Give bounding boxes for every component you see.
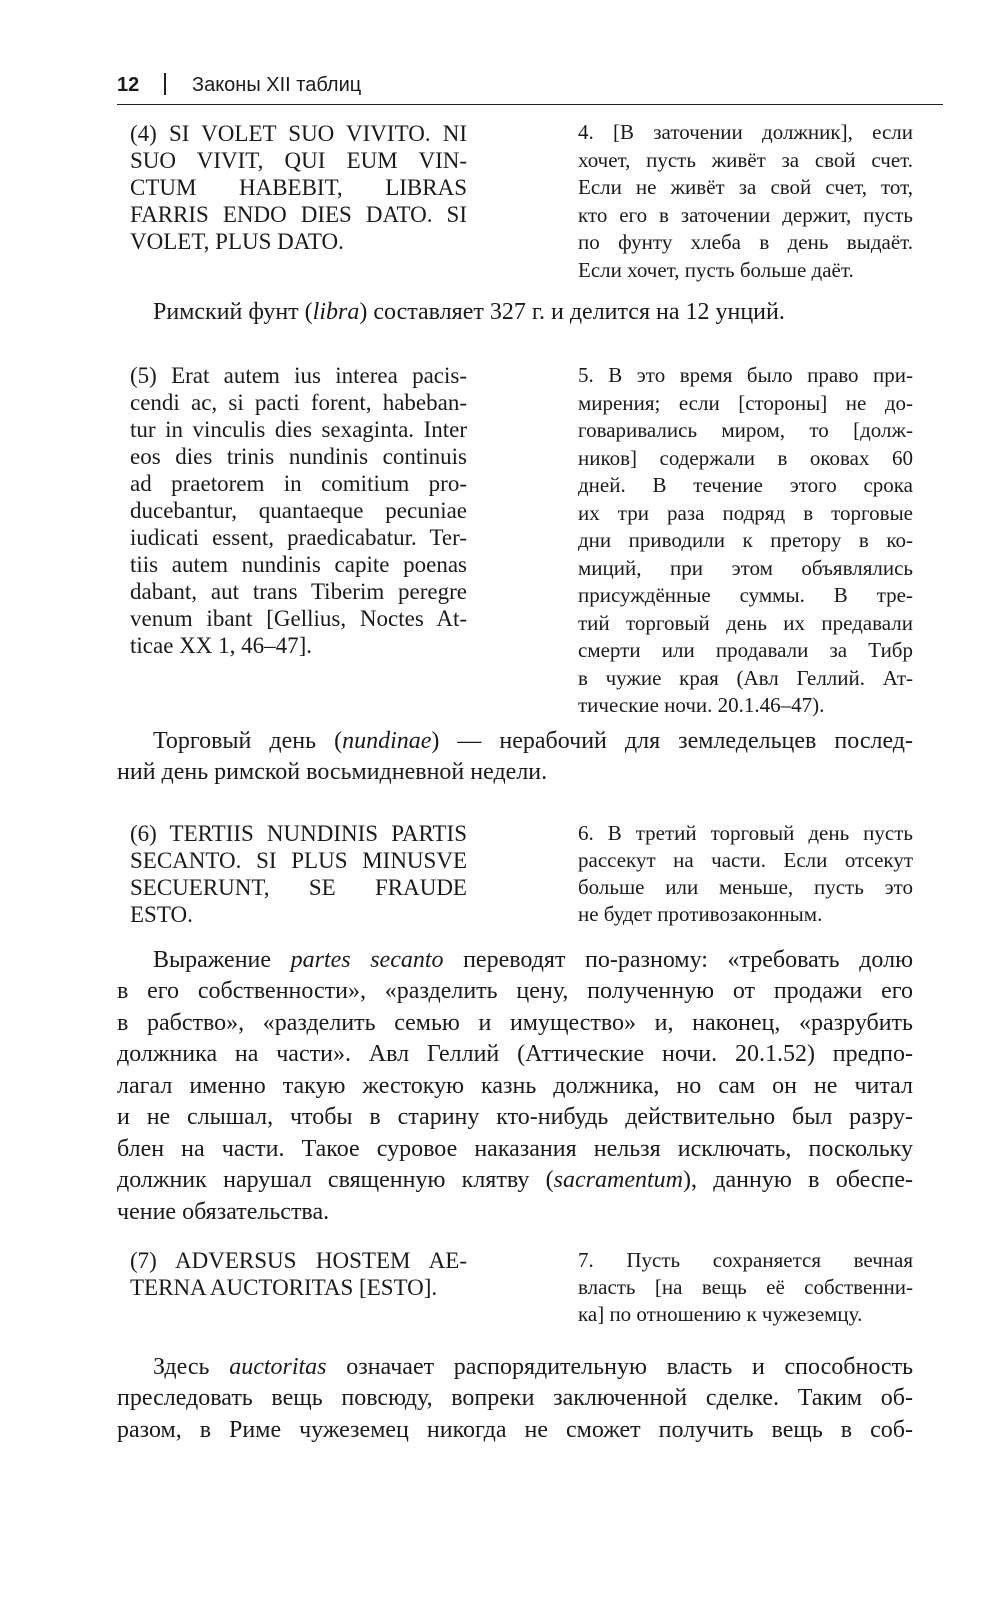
italic-term: sacramentum bbox=[553, 1167, 683, 1193]
text-line: рассекут на части. Если отсекут bbox=[578, 848, 913, 872]
note-5 bbox=[153, 726, 913, 758]
text-line: хочет, пусть живёт за свой счет. bbox=[578, 147, 913, 172]
text-line: FARRIS ENDO DIES DATO. SI bbox=[130, 202, 467, 227]
text-line: блен на части. Такое суровое наказания нельзя исключать, поскольку bbox=[117, 1135, 913, 1162]
text-line: (6) TERTIIS NUNDINIS PARTIS bbox=[130, 821, 467, 846]
note-6-first bbox=[153, 945, 913, 977]
text-line: iudicati essent, praedicabatur. Ter- bbox=[130, 525, 467, 550]
italic-term: partes secanto bbox=[290, 947, 444, 973]
text-line: Римский фунт (libra) составляет 327 г. и делится на 12 унций. bbox=[153, 299, 785, 325]
text-line: дней. В течение этого срока bbox=[578, 473, 913, 497]
text-line: ников] содержали в оковах 60 bbox=[578, 445, 913, 470]
text-line: SUO VIVIT, QUI EUM VIN- bbox=[130, 148, 467, 173]
text-line: Если не живёт за свой счет, тот, bbox=[578, 175, 913, 199]
text-line: 4. [В заточении должник], если bbox=[578, 120, 913, 144]
section-7-russian bbox=[578, 1247, 913, 1328]
text-line: 6. В третий торговый день пусть bbox=[578, 821, 913, 845]
text-line: dabant, aut trans Tiberim peregre bbox=[130, 579, 467, 604]
text-line: TERNA AUCTORITAS [ESTO]. bbox=[130, 1275, 438, 1300]
text-line: ESTO. bbox=[130, 902, 193, 927]
text-line: SECANTO. SI PLUS MINUSVE bbox=[130, 848, 467, 873]
text-line: разом, в Риме чужеземец никогда не сможет получить вещь в соб- bbox=[117, 1416, 913, 1443]
text-line: не будет противозаконным. bbox=[578, 902, 823, 926]
italic-term: nundinae bbox=[342, 728, 432, 754]
text-line: тические ночи. 20.1.46–47). bbox=[578, 693, 825, 717]
text-line: чение обязательства. bbox=[117, 1198, 330, 1225]
text-line: тий торговый день их предавали bbox=[578, 610, 913, 635]
text-line: должника на части». Авл Геллий (Аттические ночи. 20.1.52) предпо- bbox=[117, 1041, 913, 1067]
text-line: в его собственности», «разделить цену, полученную от продажи его bbox=[117, 978, 913, 1004]
note-5-cont bbox=[117, 757, 913, 789]
text-line: Здесь auctoritas означает распорядительную власть и способность bbox=[153, 1354, 914, 1380]
text-line: Выражение partes secanto переводят по-разному: «требовать долю bbox=[153, 947, 914, 973]
text-line: 7. Пусть сохраняется вечная bbox=[578, 1248, 913, 1272]
text-line: SECUERUNT, SE FRAUDE bbox=[130, 875, 467, 900]
text-line: в чужие края (Авл Геллий. Ат- bbox=[578, 665, 913, 690]
text-line: ticae XX 1, 46–47]. bbox=[130, 633, 313, 658]
note-6 bbox=[117, 976, 913, 1228]
section-5-latin bbox=[130, 362, 467, 659]
text-line: tur in vinculis dies sexaginta. Inter bbox=[130, 417, 467, 442]
text-line: по фунту хлеба в день выдаёт. bbox=[578, 230, 913, 254]
text-line: должник нарушал священную клятву (sacramentum), данную в обеспе- bbox=[117, 1167, 913, 1193]
text-line: смерти или продавали за Тибр bbox=[578, 638, 913, 662]
italic-term: libra bbox=[312, 299, 360, 325]
header-separator bbox=[164, 73, 166, 95]
text-line: миций, при этом объявлялись bbox=[578, 555, 913, 580]
text-line: дни приводили к претору в ко- bbox=[578, 528, 913, 552]
text-line: Торговый день (nundinae) — нерабочий для земледельцев послед- bbox=[153, 728, 913, 754]
text-line: cendi ac, si pacti forent, habeban- bbox=[130, 390, 467, 415]
text-line: и не слышал, чтобы в старину кто-нибудь действительно был разру- bbox=[117, 1104, 913, 1130]
running-head bbox=[117, 66, 943, 105]
section-7-latin bbox=[130, 1247, 467, 1301]
text-line: ний день римской восьмидневной недели. bbox=[117, 759, 548, 785]
text-line: мирения; если [стороны] не до- bbox=[578, 390, 913, 415]
text-line: в рабство», «разделить семью и имущество» и, наконец, «разрубить bbox=[117, 1009, 913, 1036]
text-line: 5. В это время было право при- bbox=[578, 363, 913, 387]
text-line: (4) SI VOLET SUO VIVITO. NI bbox=[130, 121, 467, 146]
text-line: их три раза подряд в торговые bbox=[578, 500, 913, 525]
text-line: CTUM HABEBIT, LIBRAS bbox=[130, 175, 467, 200]
note-4 bbox=[153, 297, 913, 329]
text-line: говаривались миром, то [долж- bbox=[578, 418, 913, 442]
section-6-russian bbox=[578, 820, 913, 928]
text-line: ка] по отношению к чужеземцу. bbox=[578, 1302, 863, 1326]
text-line: кто его в заточении держит, пусть bbox=[578, 202, 913, 227]
text-line: venum ibant [Gellius, Noctes At- bbox=[130, 606, 467, 631]
text-line: больше или меньше, пусть это bbox=[578, 875, 913, 899]
text-line: Если хочет, пусть больше даёт. bbox=[578, 257, 854, 282]
section-4-latin bbox=[130, 120, 467, 255]
italic-term: auctoritas bbox=[229, 1354, 327, 1380]
text-line: ducebantur, quantaeque pecuniae bbox=[130, 498, 467, 523]
text-line: власть [на вещь её собственни- bbox=[578, 1275, 913, 1299]
text-line: лагал именно такую жестокую казнь должника, но сам он не читал bbox=[117, 1072, 913, 1099]
text-line: VOLET, PLUS DATO. bbox=[130, 229, 344, 254]
text-line: преследовать вещь повсюду, вопреки заключенной сделке. Таким об- bbox=[117, 1385, 913, 1411]
section-5-russian bbox=[578, 362, 913, 720]
section-4-russian bbox=[578, 119, 913, 284]
text-line: (5) Erat autem ius interea pacis- bbox=[130, 363, 467, 388]
book-title: Законы XII таблиц bbox=[192, 74, 362, 96]
page-number: 12 bbox=[117, 74, 140, 96]
text-line: ad praetorem in comitium pro- bbox=[130, 471, 467, 496]
note-7-first bbox=[153, 1352, 913, 1384]
note-7 bbox=[117, 1383, 913, 1446]
text-line: присуждённые суммы. В тре- bbox=[578, 583, 913, 607]
text-line: tiis autem nundinis capite poenas bbox=[130, 552, 467, 577]
text-line: (7) ADVERSUS HOSTEM AE- bbox=[130, 1248, 467, 1273]
text-line: eos dies trinis nundinis continuis bbox=[130, 444, 467, 469]
section-6-latin bbox=[130, 820, 467, 928]
